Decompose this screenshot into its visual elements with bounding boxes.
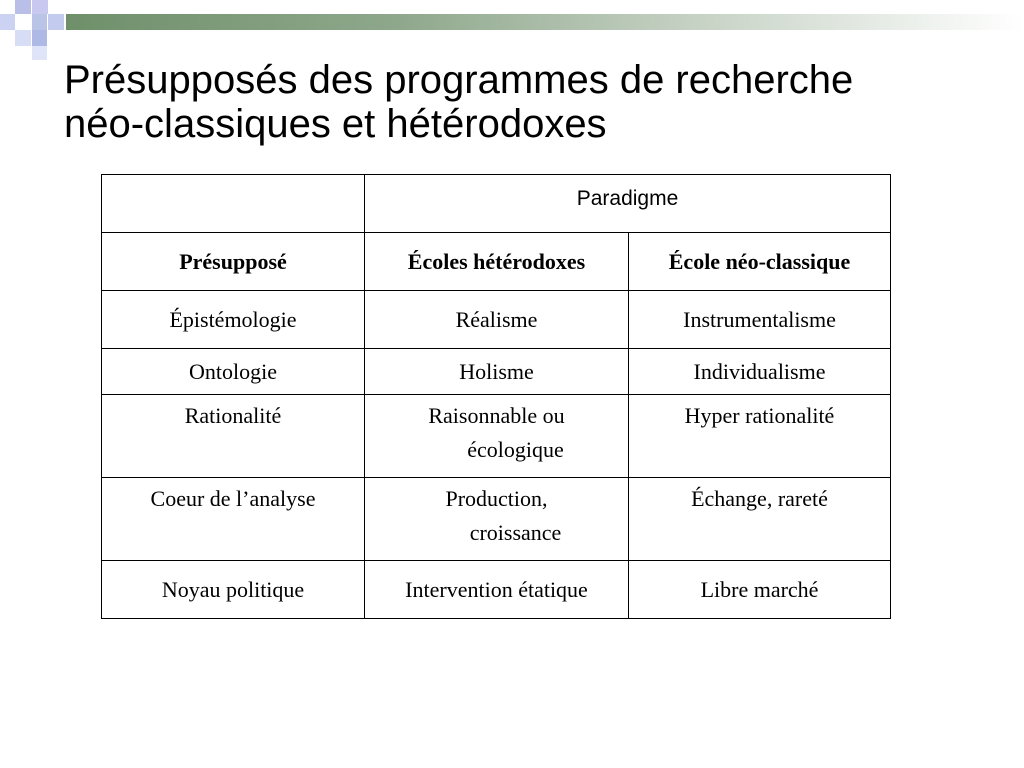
table-row xyxy=(102,175,891,233)
title-line-2: néo-classiques et hétérodoxes xyxy=(64,102,607,146)
decorative-square xyxy=(15,0,31,14)
table-cell: Réalisme xyxy=(365,291,629,349)
table-row xyxy=(102,291,891,349)
table-row xyxy=(102,395,891,478)
table-cell: Holisme xyxy=(365,349,629,395)
table-row xyxy=(102,349,891,395)
decorative-square xyxy=(15,30,31,46)
cell-line-1: Production, xyxy=(445,486,548,511)
table-cell xyxy=(365,395,629,478)
column-header-presuppose: Présupposé xyxy=(102,233,365,291)
table-cell: Échange, rareté xyxy=(629,478,891,561)
paradigm-table xyxy=(101,174,891,619)
decorative-square xyxy=(32,0,48,14)
decorative-square xyxy=(32,14,47,30)
decorative-square xyxy=(32,30,47,46)
table-header-row xyxy=(102,233,891,291)
column-header-heterodoxes: Écoles hétérodoxes xyxy=(365,233,629,291)
table-cell: Noyau politique xyxy=(102,561,365,619)
cell-line-1: Raisonnable ou xyxy=(428,403,565,428)
title-line-1: Présupposés des programmes de recherche xyxy=(64,58,854,102)
column-header-neoclassique: École néo-classique xyxy=(629,233,891,291)
paradigm-header: Paradigme xyxy=(365,175,891,233)
table-cell: Coeur de l’analyse xyxy=(102,478,365,561)
slide-title xyxy=(64,58,1004,146)
cell-line-2: croissance xyxy=(469,520,562,545)
table-cell: Individualisme xyxy=(629,349,891,395)
cell-line-2: écologique xyxy=(467,437,564,462)
table-cell: Hyper rationalité xyxy=(629,395,891,478)
table-cell: Instrumentalisme xyxy=(629,291,891,349)
header-gradient-bar xyxy=(66,14,1024,30)
table-cell: Rationalité xyxy=(102,395,365,478)
table-cell: Libre marché xyxy=(629,561,891,619)
table-cell: Ontologie xyxy=(102,349,365,395)
table-row xyxy=(102,561,891,619)
decorative-square xyxy=(0,14,15,30)
table-cell: Intervention étatique xyxy=(365,561,629,619)
decorative-square xyxy=(48,14,64,30)
table-row xyxy=(102,478,891,561)
empty-cell xyxy=(102,175,365,233)
decorative-square xyxy=(32,46,47,60)
table-cell: Épistémologie xyxy=(102,291,365,349)
table-cell xyxy=(365,478,629,561)
